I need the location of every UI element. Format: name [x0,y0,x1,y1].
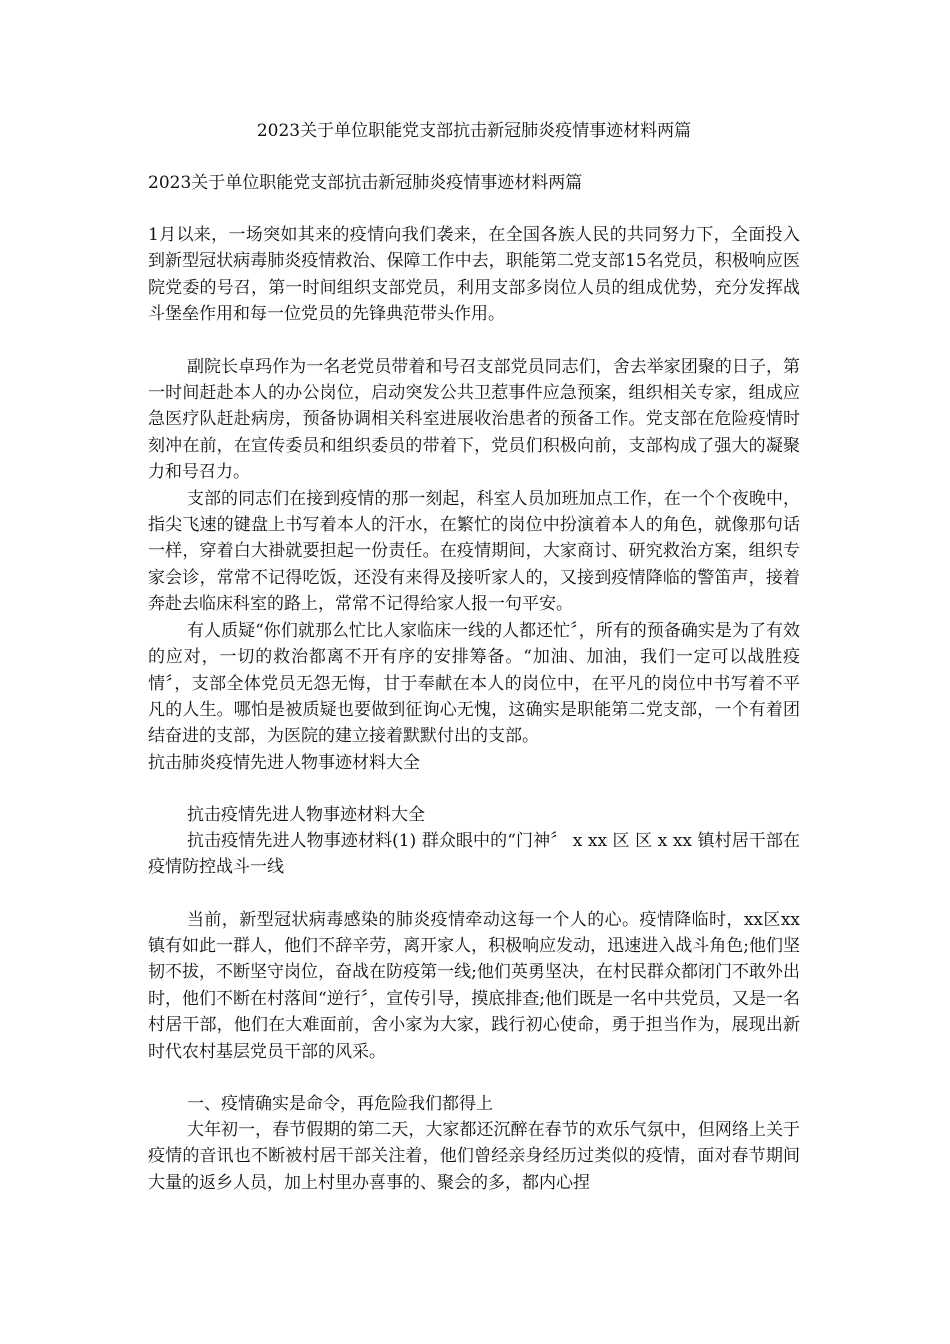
paragraph-intro: 1月以来，一场突如其来的疫情向我们袭来，在全国各族人民的共同努力下，全面投入到新型冠状病毒肺炎疫情救治、保障工作中去，职能第二党支部15名党员，积极响应医院党委的号召，第一时间组织支部党员，利用支部多岗位人员的组成优势，充分发挥战斗堡垒作用和每一位党员的先锋典范带头作用。 [148,225,800,325]
paragraph-vice-president: 副院长卓玛作为一名老党员带着和号召支部党员同志们，舍去举家团聚的日子，第一时间赶赴本人的办公岗位，启动突发公共卫惹事件应急预案，组织相关专家，组成应急医疗队赶赴病房，预备协调相关科室进展收治患者的预备工作。党支部在危险疫情时刻冲在前，在宣传委员和组织委员的带着下，党员们积极向前，支部构成了强大的凝聚力和号召力。 [148,356,800,483]
document-page [148,118,800,1196]
paragraph-new-year-day: 大年初一，春节假期的第二天，大家都还沉醉在春节的欢乐气氛中，但网络上关于疫情的音讯也不断被村居干部关注着，他们曾经亲身经历过类似的疫情，面对春节期间大量的返乡人员，加上村里办喜事的、聚会的多，都内心捏 [148,1119,800,1193]
heading-section-one: 一、疫情确实是命令，再危险我们都得上 [187,1093,493,1114]
paragraph-material-1-title: 抗击疫情先进人物事迹材料(1) 群众眼中的“门神〞 x xx 区 区 x xx 镇村居干部在疫情防控战斗一线 [148,830,800,878]
subheading-advanced-figures: 抗击疫情先进人物事迹材料大全 [187,804,425,825]
paragraph-branch-comrades: 支部的同志们在接到疫情的那一刻起，科室人员加班加点工作，在一个个夜晚中，指尖飞速的键盘上书写着本人的汗水，在繁忙的岗位中扮演着本人的角色，就像那句话一样，穿着白大褂就要担起一份责任。在疫情期间，大家商讨、研究救治方案，组织专家会诊，常常不记得吃饭，还没有来得及接听家人的，又接到疫情降临的警笛声，接着奔赴去临床科室的路上，常常不记得给家人报一句平安。 [148,488,800,615]
paragraph-questioning: 有人质疑“你们就那么忙比人家临床一线的人都还忙〞，所有的预备确实是为了有效的应对，一切的救治都离不开有序的安排筹备。“加油、加油，我们一定可以战胜疫情〞，支部全体党员无怨无悔，甘于奉献在本人的岗位中，在平凡的岗位中书写着不平凡的人生。哪怕是被质疑也要做到征询心无愧，这确实是职能第二党支部，一个有着团结奋进的支部，为医院的建立接着默默付出的支部。 [148,620,800,747]
paragraph-current-situation: 当前，新型冠状病毒感染的肺炎疫情牵动这每一个人的心。疫情降临时，xx区xx镇有如此一群人，他们不辞辛劳，离开家人，积极响应发动，迅速进入战斗角色;他们坚韧不拔，不断坚守岗位，奋战在防疫第一线;他们英勇坚决，在村民群众都闭门不敢外出时，他们不断在村落间“逆行〞，宣传引导，摸底排查;他们既是一名中共党员，又是一名村居干部，他们在大难面前，舍小家为大家，践行初心使命，勇于担当作为，展现出新时代农村基层党员干部的风采。 [148,909,800,1062]
section-heading-advanced-figures: 抗击肺炎疫情先进人物事迹材料大全 [148,752,420,773]
document-subtitle: 2023关于单位职能党支部抗击新冠肺炎疫情事迹材料两篇 [148,173,583,193]
document-title: 2023关于单位职能党支部抗击新冠肺炎疫情事迹材料两篇 [256,121,692,141]
